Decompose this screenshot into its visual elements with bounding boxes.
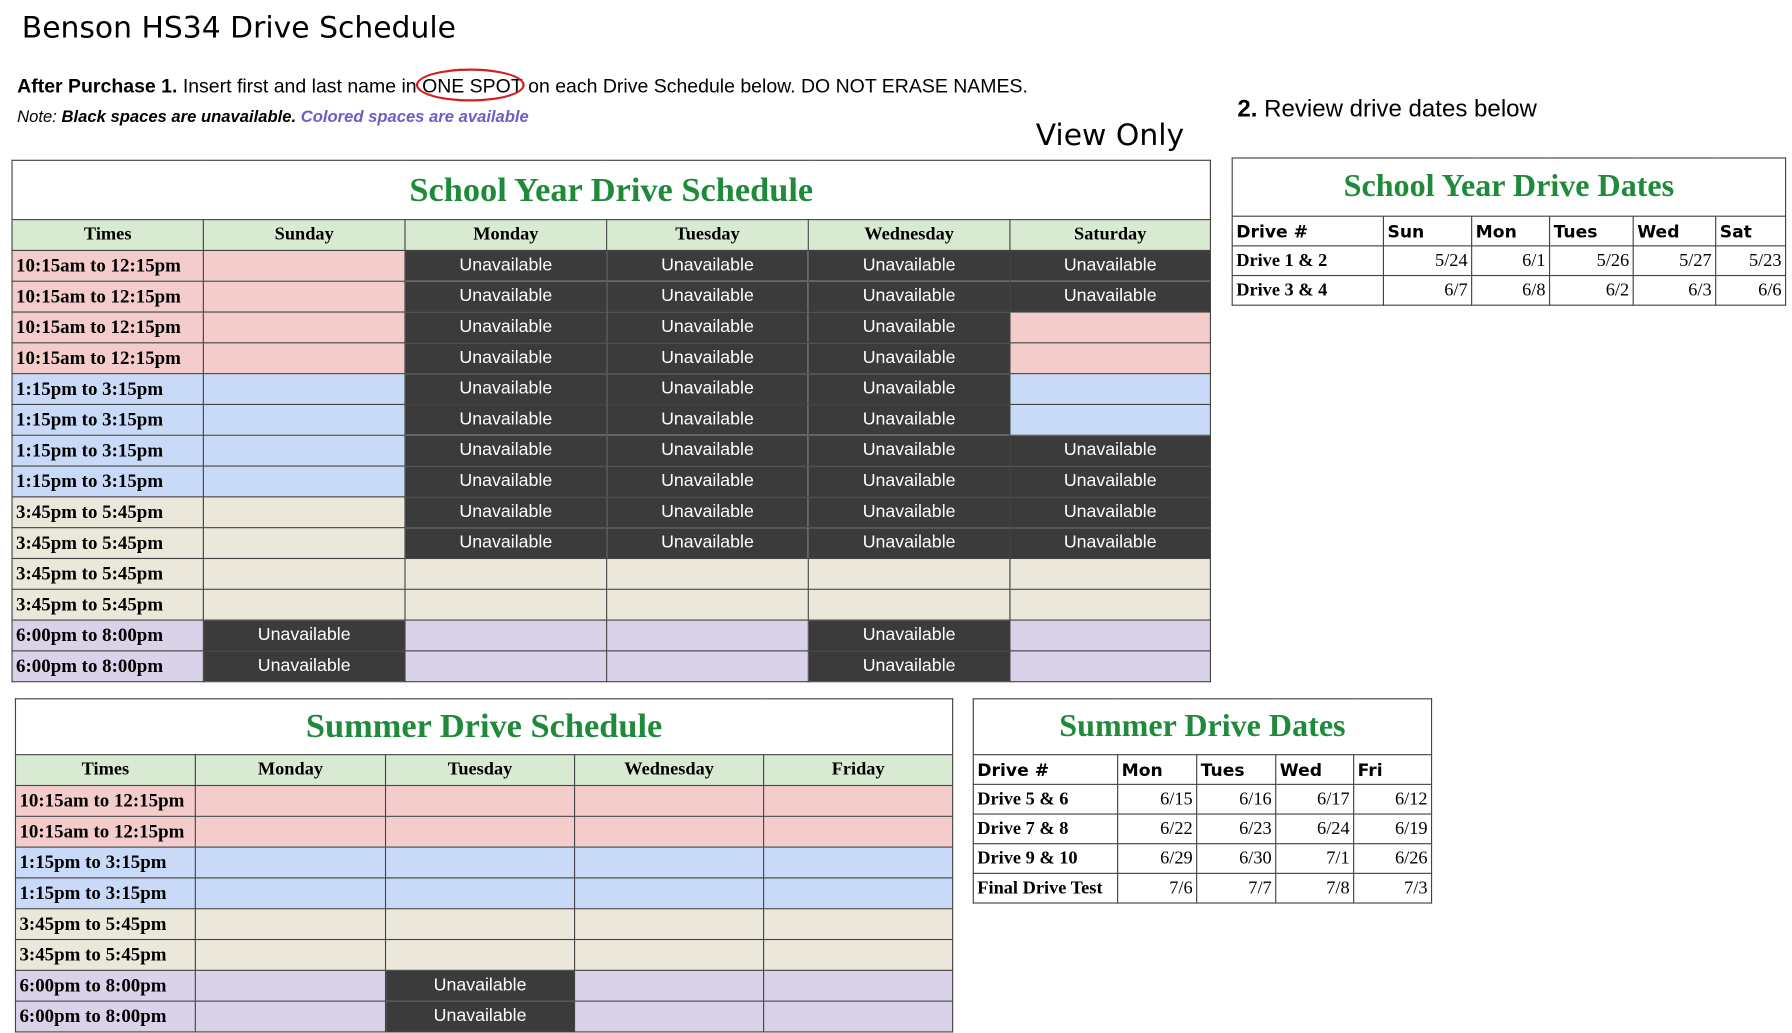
time-cell: 1:15pm to 3:15pm — [15, 878, 195, 909]
available-slot[interactable] — [203, 528, 405, 559]
unavailable-slot: Unavailable — [405, 343, 607, 374]
unavailable-slot: Unavailable — [808, 528, 1010, 559]
unavailable-slot: Unavailable — [607, 374, 809, 405]
unavailable-slot: Unavailable — [808, 620, 1010, 651]
table-row — [12, 528, 1210, 559]
available-slot[interactable] — [405, 589, 607, 620]
available-slot[interactable] — [405, 620, 607, 651]
available-slot[interactable] — [386, 878, 575, 909]
available-slot[interactable] — [195, 1001, 385, 1032]
time-cell: 3:45pm to 5:45pm — [12, 589, 203, 620]
time-cell: 1:15pm to 3:15pm — [12, 404, 203, 435]
available-slot[interactable] — [195, 878, 385, 909]
time-cell: 3:45pm to 5:45pm — [15, 940, 195, 971]
unavailable-slot: Unavailable — [808, 250, 1010, 281]
available-slot[interactable] — [203, 312, 405, 343]
available-slot[interactable] — [575, 940, 764, 971]
available-slot[interactable] — [203, 374, 405, 405]
available-slot[interactable] — [386, 847, 575, 878]
drive-date: 6/17 — [1276, 784, 1354, 814]
unavailable-slot: Unavailable — [808, 497, 1010, 528]
table-row — [973, 873, 1431, 903]
time-cell: 6:00pm to 8:00pm — [12, 620, 203, 651]
drive-date: 7/7 — [1197, 873, 1276, 903]
instructions-lead: After Purchase 1. — [17, 75, 178, 97]
summer_schedule-header-2: Tuesday — [386, 755, 575, 786]
review-line — [1237, 96, 1537, 123]
unavailable-slot: Unavailable — [386, 1001, 575, 1032]
available-slot[interactable] — [195, 847, 385, 878]
time-cell: 3:45pm to 5:45pm — [12, 497, 203, 528]
unavailable-slot: Unavailable — [808, 343, 1010, 374]
available-slot[interactable] — [575, 1001, 764, 1032]
review-number: 2. — [1237, 95, 1258, 123]
unavailable-slot: Unavailable — [405, 374, 607, 405]
school_schedule-header-4: Wednesday — [808, 220, 1010, 251]
unavailable-slot: Unavailable — [405, 435, 607, 466]
available-slot[interactable] — [203, 404, 405, 435]
school_dates-header-3: Tues — [1550, 216, 1634, 246]
time-cell: 6:00pm to 8:00pm — [15, 970, 195, 1001]
school_dates-header-1: Sun — [1383, 216, 1471, 246]
drive-date: 5/26 — [1550, 246, 1634, 276]
available-slot[interactable] — [1010, 404, 1211, 435]
unavailable-slot: Unavailable — [607, 250, 809, 281]
available-slot[interactable] — [386, 909, 575, 940]
review-text: Review drive dates below — [1257, 95, 1537, 123]
unavailable-slot: Unavailable — [607, 281, 809, 312]
unavailable-slot: Unavailable — [405, 528, 607, 559]
available-slot[interactable] — [203, 466, 405, 497]
unavailable-slot: Unavailable — [808, 404, 1010, 435]
time-cell: 10:15am to 12:15pm — [12, 312, 203, 343]
drive-label: Final Drive Test — [973, 873, 1117, 903]
unavailable-slot: Unavailable — [1010, 497, 1211, 528]
time-cell: 10:15am to 12:15pm — [12, 343, 203, 374]
unavailable-slot: Unavailable — [607, 528, 809, 559]
unavailable-slot: Unavailable — [607, 466, 809, 497]
unavailable-slot: Unavailable — [607, 404, 809, 435]
time-cell: 10:15am to 12:15pm — [15, 816, 195, 847]
available-slot[interactable] — [764, 1001, 953, 1032]
unavailable-slot: Unavailable — [1010, 250, 1211, 281]
unavailable-slot: Unavailable — [607, 343, 809, 374]
available-slot[interactable] — [1010, 374, 1211, 405]
unavailable-slot: Unavailable — [1010, 435, 1211, 466]
available-slot[interactable] — [203, 435, 405, 466]
table-row — [12, 651, 1210, 682]
school_schedule-header-1: Sunday — [203, 220, 405, 251]
time-cell: 3:45pm to 5:45pm — [12, 558, 203, 589]
school-year-dates-table — [1232, 157, 1787, 305]
table-row — [973, 814, 1431, 844]
table-row — [12, 374, 1210, 405]
table-row — [12, 620, 1210, 651]
time-cell: 3:45pm to 5:45pm — [12, 528, 203, 559]
unavailable-slot: Unavailable — [1010, 528, 1211, 559]
summer_schedule-header-1: Monday — [195, 755, 385, 786]
summer_schedule-header-3: Wednesday — [575, 755, 764, 786]
available-slot[interactable] — [203, 497, 405, 528]
table-row — [12, 497, 1210, 528]
available-slot[interactable] — [764, 878, 953, 909]
table-row — [15, 940, 952, 971]
time-cell: 3:45pm to 5:45pm — [15, 909, 195, 940]
unavailable-slot: Unavailable — [405, 281, 607, 312]
table-row — [973, 844, 1431, 874]
available-slot[interactable] — [405, 558, 607, 589]
drive-label: Drive 1 & 2 — [1232, 246, 1383, 276]
summer_schedule-header-0: Times — [15, 755, 195, 786]
school_schedule-header-3: Tuesday — [607, 220, 809, 251]
available-slot[interactable] — [203, 558, 405, 589]
time-cell: 1:15pm to 3:15pm — [12, 435, 203, 466]
available-slot[interactable] — [607, 651, 809, 682]
available-slot[interactable] — [575, 786, 764, 817]
school-dates-title: School Year Drive Dates — [1232, 158, 1785, 216]
school-schedule-title: School Year Drive Schedule — [12, 160, 1210, 219]
unavailable-slot: Unavailable — [607, 497, 809, 528]
table-row — [15, 786, 952, 817]
school_dates-header-2: Mon — [1472, 216, 1550, 246]
drive-date: 6/3 — [1633, 276, 1715, 306]
available-slot[interactable] — [195, 940, 385, 971]
school_dates-header-0: Drive # — [1232, 216, 1383, 246]
drive-date: 6/26 — [1354, 844, 1432, 874]
available-slot[interactable] — [1010, 589, 1211, 620]
unavailable-slot: Unavailable — [203, 651, 405, 682]
drive-date: 7/8 — [1276, 873, 1354, 903]
unavailable-slot: Unavailable — [808, 374, 1010, 405]
unavailable-slot: Unavailable — [808, 466, 1010, 497]
summer_dates-header-2: Tues — [1197, 755, 1276, 785]
view-only-label: View Only — [1035, 118, 1185, 153]
available-slot[interactable] — [1010, 620, 1211, 651]
available-slot[interactable] — [195, 816, 385, 847]
drive-date: 6/16 — [1197, 784, 1276, 814]
available-slot[interactable] — [203, 589, 405, 620]
table-row — [15, 878, 952, 909]
available-slot[interactable] — [575, 847, 764, 878]
table-row — [1232, 276, 1785, 306]
time-cell: 1:15pm to 3:15pm — [12, 374, 203, 405]
available-slot[interactable] — [764, 816, 953, 847]
unavailable-slot: Unavailable — [808, 281, 1010, 312]
summer_dates-header-0: Drive # — [973, 755, 1117, 785]
drive-date: 6/8 — [1472, 276, 1550, 306]
drive-date: 6/7 — [1383, 276, 1471, 306]
available-slot[interactable] — [1010, 651, 1211, 682]
drive-date: 6/30 — [1197, 844, 1276, 874]
unavailable-slot: Unavailable — [808, 312, 1010, 343]
summer-schedule-table — [15, 698, 953, 1032]
note-prefix: Note: — [17, 108, 62, 127]
available-slot[interactable] — [808, 558, 1010, 589]
time-cell: 6:00pm to 8:00pm — [12, 651, 203, 682]
available-slot[interactable] — [386, 940, 575, 971]
note-available: Colored spaces are available — [296, 108, 529, 127]
unavailable-slot: Unavailable — [405, 312, 607, 343]
drive-date: 6/22 — [1118, 814, 1197, 844]
instructions-before: Insert first and last name in — [177, 75, 423, 97]
one-spot-text: ONE SPOT — [422, 75, 523, 97]
available-slot[interactable] — [386, 816, 575, 847]
table-row — [12, 281, 1210, 312]
drive-date: 6/23 — [1197, 814, 1276, 844]
school_dates-header-5: Sat — [1716, 216, 1786, 246]
drive-date: 6/15 — [1118, 784, 1197, 814]
available-slot[interactable] — [764, 847, 953, 878]
available-slot[interactable] — [764, 940, 953, 971]
unavailable-slot: Unavailable — [607, 312, 809, 343]
unavailable-slot: Unavailable — [405, 250, 607, 281]
drive-label: Drive 3 & 4 — [1232, 276, 1383, 306]
table-row — [15, 970, 952, 1001]
unavailable-slot: Unavailable — [607, 435, 809, 466]
available-slot[interactable] — [575, 909, 764, 940]
unavailable-slot: Unavailable — [808, 651, 1010, 682]
available-slot[interactable] — [607, 589, 809, 620]
unavailable-slot: Unavailable — [808, 435, 1010, 466]
drive-date: 6/29 — [1118, 844, 1197, 874]
available-slot[interactable] — [1010, 343, 1211, 374]
school_schedule-header-2: Monday — [405, 220, 607, 251]
table-row — [15, 1001, 952, 1032]
available-slot[interactable] — [203, 343, 405, 374]
available-slot[interactable] — [575, 816, 764, 847]
available-slot[interactable] — [203, 281, 405, 312]
table-row — [12, 589, 1210, 620]
school-year-schedule-table — [11, 160, 1211, 683]
time-cell: 6:00pm to 8:00pm — [15, 1001, 195, 1032]
summer-dates-title: Summer Drive Dates — [973, 699, 1431, 755]
available-slot[interactable] — [607, 558, 809, 589]
time-cell: 1:15pm to 3:15pm — [15, 847, 195, 878]
available-slot[interactable] — [764, 970, 953, 1001]
school_schedule-header-0: Times — [12, 220, 203, 251]
drive-date: 7/1 — [1276, 844, 1354, 874]
time-cell: 1:15pm to 3:15pm — [12, 466, 203, 497]
summer_dates-header-4: Fri — [1354, 755, 1432, 785]
unavailable-slot: Unavailable — [405, 497, 607, 528]
table-row — [12, 250, 1210, 281]
time-cell: 10:15am to 12:15pm — [15, 786, 195, 817]
available-slot[interactable] — [808, 589, 1010, 620]
available-slot[interactable] — [195, 970, 385, 1001]
table-row — [1232, 246, 1785, 276]
unavailable-slot: Unavailable — [405, 466, 607, 497]
unavailable-slot: Unavailable — [1010, 281, 1211, 312]
available-slot[interactable] — [575, 878, 764, 909]
one-spot-highlight — [422, 75, 523, 98]
unavailable-slot: Unavailable — [405, 404, 607, 435]
available-slot[interactable] — [195, 786, 385, 817]
available-slot[interactable] — [764, 786, 953, 817]
available-slot[interactable] — [203, 250, 405, 281]
drive-date: 7/3 — [1354, 873, 1432, 903]
drive-date: 6/19 — [1354, 814, 1432, 844]
unavailable-slot: Unavailable — [386, 970, 575, 1001]
drive-label: Drive 9 & 10 — [973, 844, 1117, 874]
available-slot[interactable] — [405, 651, 607, 682]
drive-date: 6/6 — [1716, 276, 1786, 306]
unavailable-slot: Unavailable — [1010, 466, 1211, 497]
drive-date: 6/2 — [1550, 276, 1634, 306]
time-cell: 10:15am to 12:15pm — [12, 281, 203, 312]
table-row — [15, 847, 952, 878]
drive-date: 6/1 — [1472, 246, 1550, 276]
school_dates-header-4: Wed — [1633, 216, 1715, 246]
drive-date: 6/24 — [1276, 814, 1354, 844]
table-row — [12, 435, 1210, 466]
note-line — [17, 108, 529, 126]
note-unavailable: Black spaces are unavailable. — [61, 108, 297, 127]
drive-date: 6/12 — [1354, 784, 1432, 814]
available-slot[interactable] — [1010, 312, 1211, 343]
available-slot[interactable] — [386, 786, 575, 817]
table-row — [15, 816, 952, 847]
drive-date: 5/27 — [1633, 246, 1715, 276]
table-row — [12, 343, 1210, 374]
available-slot[interactable] — [575, 970, 764, 1001]
summer_schedule-header-4: Friday — [764, 755, 953, 786]
summer-schedule-title: Summer Drive Schedule — [15, 699, 952, 755]
page-title: Benson HS34 Drive Schedule — [21, 11, 456, 46]
time-cell: 10:15am to 12:15pm — [12, 250, 203, 281]
red-circle-annotation — [416, 68, 525, 101]
available-slot[interactable] — [764, 909, 953, 940]
available-slot[interactable] — [1010, 558, 1211, 589]
drive-label: Drive 5 & 6 — [973, 784, 1117, 814]
instructions-after: on each Drive Schedule below. DO NOT ERASE NAMES. — [522, 75, 1028, 97]
instructions-line — [17, 75, 1028, 98]
table-row — [12, 466, 1210, 497]
drive-date: 7/6 — [1118, 873, 1197, 903]
drive-date: 5/24 — [1383, 246, 1471, 276]
table-row — [12, 558, 1210, 589]
table-row — [15, 909, 952, 940]
table-row — [12, 312, 1210, 343]
summer_dates-header-3: Wed — [1276, 755, 1354, 785]
summer_dates-header-1: Mon — [1118, 755, 1197, 785]
unavailable-slot: Unavailable — [203, 620, 405, 651]
drive-date: 5/23 — [1716, 246, 1786, 276]
available-slot[interactable] — [195, 909, 385, 940]
table-row — [973, 784, 1431, 814]
drive-label: Drive 7 & 8 — [973, 814, 1117, 844]
available-slot[interactable] — [607, 620, 809, 651]
school_schedule-header-5: Saturday — [1010, 220, 1211, 251]
summer-dates-table — [973, 698, 1432, 903]
table-row — [12, 404, 1210, 435]
